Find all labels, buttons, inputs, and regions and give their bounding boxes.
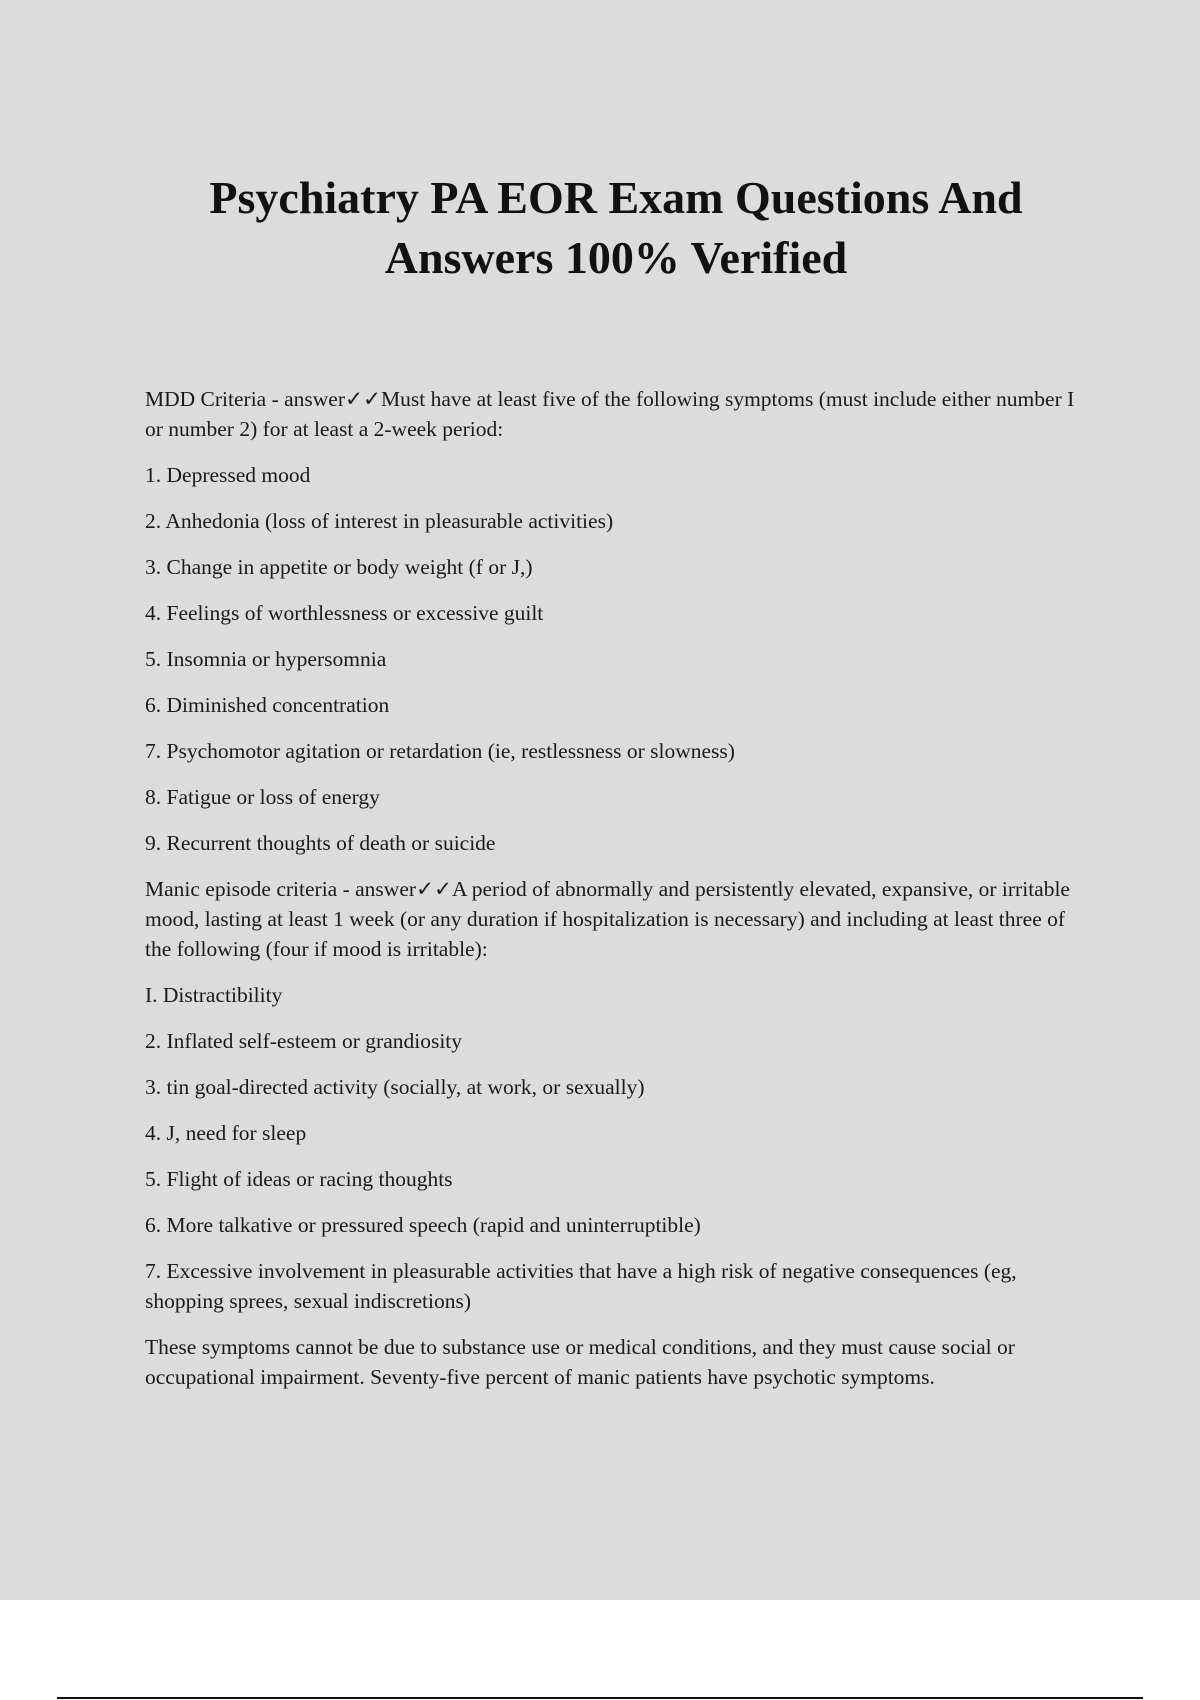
manic-criteria-closing: These symptoms cannot be due to substance use or medical conditions, and they must cause social or occupational impairment. Seventy-five percent of manic patients have psychotic symptoms.	[145, 1335, 1015, 1389]
list-item: 5. Flight of ideas or racing thoughts	[145, 1167, 453, 1191]
list-item: 7. Excessive involvement in pleasurable activities that have a high risk of negative consequences (eg, shopping sprees, sexual indiscretions)	[145, 1259, 1017, 1313]
mdd-criteria-intro: MDD Criteria - answer✓✓Must have at least five of the following symptoms (must include either number I or number 2) for at least a 2-week period:	[145, 387, 1075, 441]
bottom-divider	[57, 1697, 1143, 1699]
list-item: 9. Recurrent thoughts of death or suicide	[145, 831, 496, 855]
list-item: 8. Fatigue or loss of energy	[145, 785, 380, 809]
list-item: 3. tin goal-directed activity (socially, at work, or sexually)	[145, 1075, 645, 1099]
document-title	[0, 168, 1200, 288]
title-line-1: Psychiatry PA EOR Exam Questions And	[209, 172, 1023, 223]
title-line-2: Answers 100% Verified	[384, 232, 848, 283]
mdd-criteria-list	[145, 460, 1095, 858]
list-item: 7. Psychomotor agitation or retardation (ie, restlessness or slowness)	[145, 739, 735, 763]
list-item: 3. Change in appetite or body weight (f or J,)	[145, 555, 533, 579]
list-item: I. Distractibility	[145, 983, 283, 1007]
list-item: 4. J, need for sleep	[145, 1121, 307, 1145]
list-item: 6. More talkative or pressured speech (rapid and uninterruptible)	[145, 1213, 701, 1237]
document-body	[145, 384, 1095, 1408]
list-item: 4. Feelings of worthlessness or excessive guilt	[145, 601, 544, 625]
manic-criteria-list	[145, 980, 1095, 1316]
manic-criteria-intro: Manic episode criteria - answer✓✓A period of abnormally and persistently elevated, expansive, or irritable mood, lasting at least 1 week (or any duration if hospitalization is necessary) and including at least three of the following (four if mood is irritable):	[145, 877, 1070, 961]
list-item: 6. Diminished concentration	[145, 693, 390, 717]
list-item: 2. Anhedonia (loss of interest in pleasurable activities)	[145, 509, 614, 533]
list-item: 5. Insomnia or hypersomnia	[145, 647, 387, 671]
list-item: 1. Depressed mood	[145, 463, 311, 487]
list-item: 2. Inflated self-esteem or grandiosity	[145, 1029, 463, 1053]
